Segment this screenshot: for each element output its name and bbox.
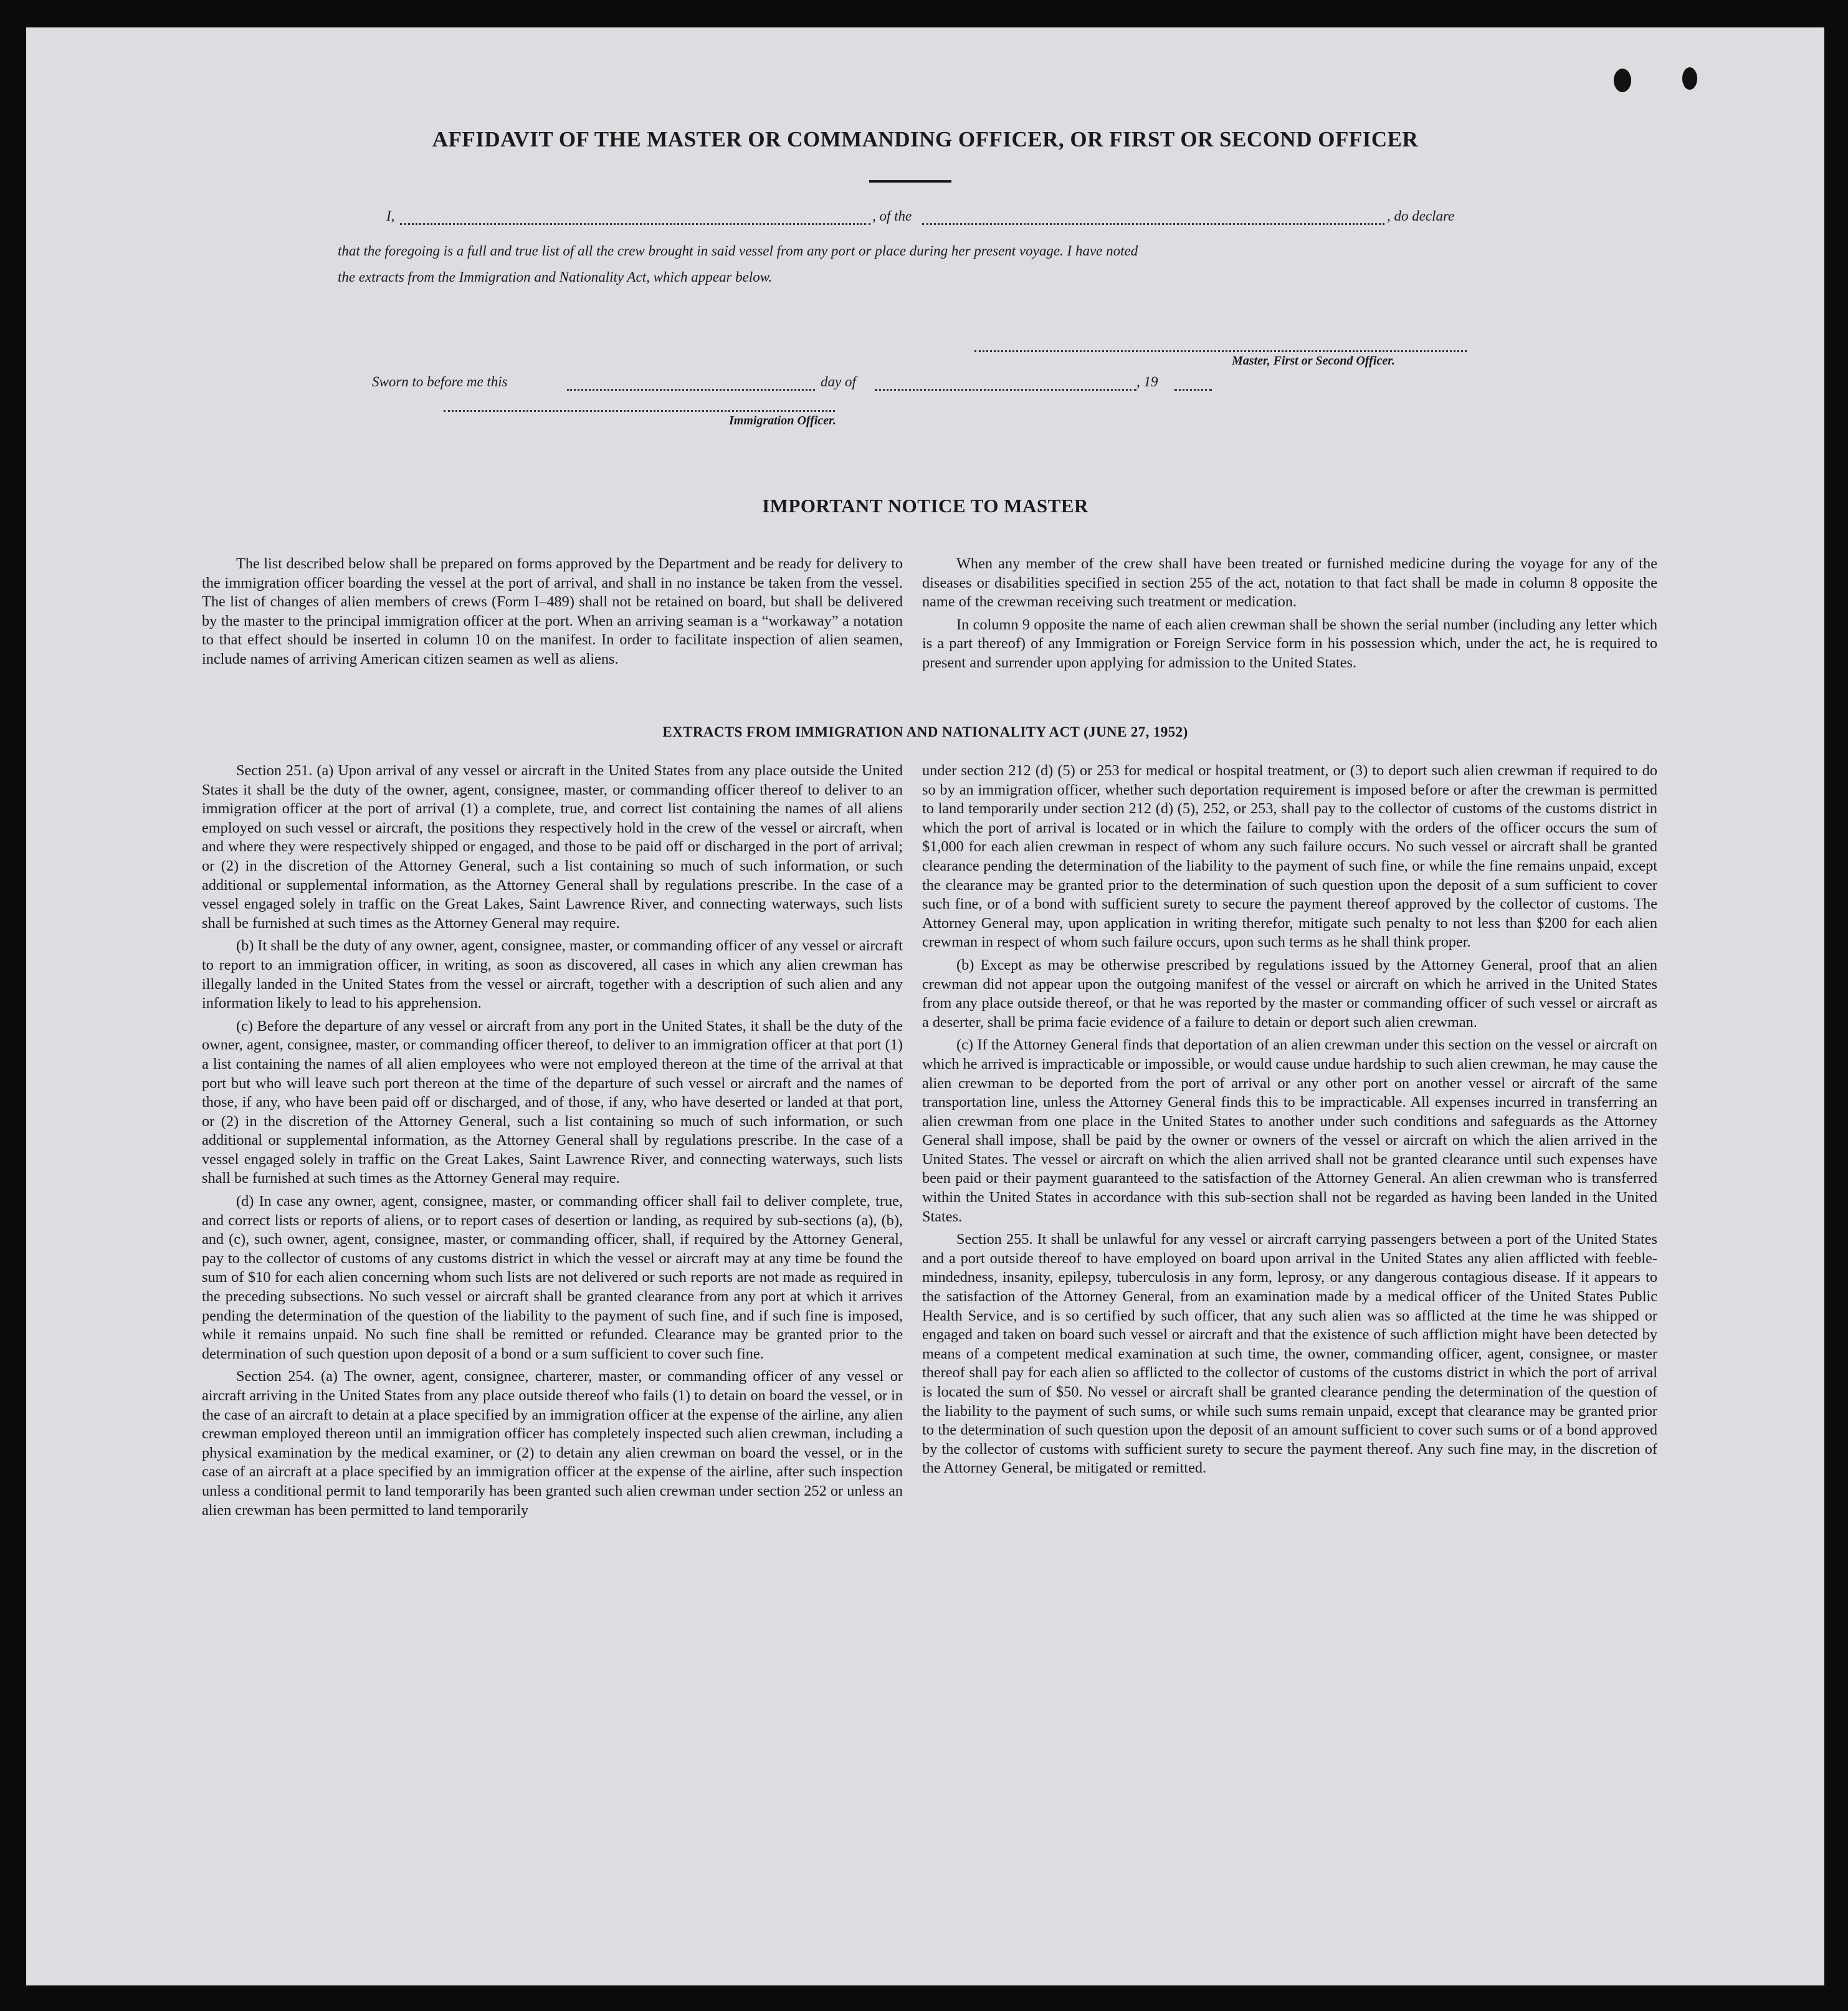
name-blank: [400, 223, 870, 225]
notice-left-paragraph: The list described below shall be prepared on forms approved by the Department and be ready for delivery to the immigration officer boarding the vessel at the port of arrival, and shall in no instance be taken from the vessel. The list of changes of alien members of crews (Form I–489) shall not be retained on board, but shall be delivered by the master to the principal immigration officer at the port. When an arriving seaman is a “workaway” a notation to that effect should be inserted in column 10 on the manifest. In order to facilitate inspection of alien seamen, include names of arriving American citizen seamen as well as aliens.: [202, 555, 903, 667]
sworn-day-blank: [567, 389, 815, 391]
line-i-label: I,: [386, 208, 395, 224]
section-251-a: Section 251. (a) Upon arrival of any vessel or aircraft in the United States from any place outside the United States it shall be the duty of the owner, agent, consignee, master, or commanding officer thereof to deliver to an immigration officer at the port of arrival (1) a complete, true, and correct list containing the names of all aliens employed on such vessel or aircraft, the positions they respectively hold in the crew of the vessel or aircraft, when and where they were respectively shipped or engaged, and those to be paid off or discharged in the port of arrival; or (2) in the discretion of the Attorney General, such a list containing so much of such information, or such additional or supplemental information, as the Attorney General shall by regulations prescribe. In the case of a vessel engaged solely in traffic on the Great Lakes, Saint Lawrence River, and connecting waterways, such lists shall be furnished at such times as the Attorney General may require.: [202, 762, 903, 932]
punch-hole-mark: [1682, 67, 1697, 90]
section-251-d: (d) In case any owner, agent, consignee, master, or commanding officer shall fail to deliver complete, true, and correct lists or reports of aliens, or to report cases of desertion or landing, as required by sub-sections (a), (b), and (c), such owner, agent, consignee, master, or commanding officer, shall, if required by the Attorney General, pay to the collector of customs of any customs district in which the vessel or aircraft may at any time be found the sum of $10 for each alien concerning whom such lists are not delivered or such reports are not made as required in the preceding subsections. No such vessel or aircraft shall be granted clearance from any port at which it arrives pending the determination of the question of the liability to the payment of such fine, and if such fine is imposed, while it remains unpaid. No such fine shall be remitted or refunded. Clearance may be granted prior to the determination of such question upon deposit of a bond or a sum sufficient to cover such fine.: [202, 1193, 903, 1362]
vessel-blank: [922, 223, 1384, 225]
declaration-text: [338, 238, 1509, 290]
officer-caption: Immigration Officer.: [729, 414, 836, 428]
extracts-right-column: [922, 762, 1657, 1482]
extracts-left-column: [202, 762, 903, 1524]
notice-left-column: [202, 555, 903, 673]
section-254-a-continued: under section 212 (d) (5) or 253 for medical or hospital treatment, or (3) to deport such alien crewman if required to do so by an immigration officer, whether such deportation requirement is imposed before or after the crewman is permitted to land temporarily under section 212 (d) (5), 252, or 253, shall pay to the collector of customs of the customs district in which the port of arrival is located or in which the failure to comply with the orders of the officer occurs the sum of $1,000 for each alien crewman in respect of whom any such failure occurs. No such vessel or aircraft shall be granted clearance pending the determination of the liability to the payment of such fine, or while the fine remains unpaid, except the clearance may be granted prior to the determination of such question upon the deposit of a sum sufficient to cover such fine, or of a bond with sufficient surety to secure the payment thereof approved by the collector of customs. The Attorney General may, upon application in writing therefor, mitigate such penalty to not less than $200 for each alien crewman in respect of whom such failure occurs, upon such terms as he shall think proper.: [922, 762, 1657, 951]
notice-right-paragraph-1: When any member of the crew shall have been treated or furnished medicine during the voyage for any of the diseases or disabilities specified in section 255 of the act, notation to that fact shall be made in column 8 opposite the name of the crewman receiving such treatment or medication.: [922, 555, 1657, 611]
affidavit-title: AFFIDAVIT OF THE MASTER OR COMMANDING OFFICER, OR FIRST OR SECOND OFFICER: [432, 127, 1419, 151]
line-do-declare-label: , do declare: [1387, 208, 1455, 224]
declaration-line-2: the extracts from the Immigration and Nationality Act, which appear below.: [338, 269, 773, 285]
extracts-title: EXTRACTS FROM IMMIGRATION AND NATIONALITY ACT (JUNE 27, 1952): [662, 724, 1188, 740]
section-254-b: (b) Except as may be otherwise prescribed by regulations issued by the Attorney General, proof that an alien crewman did not appear upon the outgoing manifest of the vessel or aircraft on which he arrived in the United States from any place outside thereof, or that he was reported by the master or commanding officer of such vessel or aircraft as a deserter, shall be prima facie evidence of a failure to detain or deport such alien crewman.: [922, 956, 1657, 1031]
sworn-year-blank: [1174, 389, 1212, 391]
master-signature-line: [974, 350, 1467, 352]
sworn-month-blank: [875, 389, 1136, 391]
title-divider: [869, 180, 951, 183]
document-page: [26, 27, 1824, 1985]
sworn-day-of-label: day of: [821, 374, 856, 389]
section-251-c: (c) Before the departure of any vessel or aircraft from any port in the United States, it shall be the duty of the owner, agent, consignee, master, or commanding officer thereof, to deliver to an immigration officer at that port (1) a list containing the names of all alien employees who were not employed thereon at the time of the arrival at that port but who will leave such port thereon at the time of the departure of such vessel or aircraft and the names of those, if any, who have been paid off or discharged, and of those, if any, who have deserted or landed at that port, or (2) in the discretion of the Attorney General, such a list containing so much of such information, or such additional or supplemental information, as the Attorney General shall by regulations prescribe. In the case of a vessel engaged solely in traffic on the Great Lakes, Saint Lawrence River, and connecting waterways, such lists shall be furnished at such times as the Attorney General may require.: [202, 1017, 903, 1187]
sworn-year-label: , 19: [1136, 374, 1158, 389]
section-254-c: (c) If the Attorney General finds that deportation of an alien crewman under this section on the vessel or aircraft on which he arrived is impracticable or impossible, or would cause undue hardship to such alien crewman, he may cause the alien crewman to be deported from the port of arrival or any other port on another vessel or aircraft of the same transportation line, unless the Attorney General finds this to be impracticable. All expenses incurred in transferring an alien crewman from one place in the United States to another under such conditions and safeguards as the Attorney General shall impose, shall be paid by the owner or owners of the vessel or aircraft on which the alien arrived in the United States. The vessel or aircraft on which the alien arrived shall not be granted clearance until such expenses have been paid or their payment guaranteed to the satisfaction of the Attorney General. An alien crewman who is transferred within the United States in accordance with this sub-section shall not be regarded as having been landed in the United States.: [922, 1036, 1657, 1225]
notice-title: IMPORTANT NOTICE TO MASTER: [762, 495, 1088, 517]
declaration-line: [26, 208, 1824, 233]
notice-right-column: [922, 555, 1657, 677]
sworn-prefix: Sworn to before me this: [372, 374, 508, 389]
section-254-a: Section 254. (a) The owner, agent, consignee, charterer, master, or commanding officer of any vessel or aircraft arriving in the United States from any place outside thereof who fails (1) to detain on board the vessel, or in the case of an aircraft to detain at a place specified by an immigration officer at the expense of the airline, any alien crewman employed thereon until an immigration officer has completely inspected such alien crewman, including a physical examination by the medical examiner, or (2) to detain any alien crewman on board the vessel, or in the case of an aircraft at a place specified by an immigration officer at the expense of the airline, after such inspection unless a conditional permit to land temporarily has been granted such alien crewman under section 252 or unless an alien crewman has been permitted to land temporarily: [202, 1368, 903, 1519]
master-caption: Master, First or Second Officer.: [1232, 354, 1395, 368]
section-251-b: (b) It shall be the duty of any owner, agent, consignee, master, or commanding officer of any vessel or aircraft to report to an immigration officer, in writing, as soon as discovered, all cases in which any alien crewman has illegally landed in the United States from the vessel or aircraft, together with a description of such alien and any information likely to lead to his apprehension.: [202, 937, 903, 1012]
sworn-line: [26, 374, 1824, 399]
notice-right-paragraph-2: In column 9 opposite the name of each alien crewman shall be shown the serial number (including any letter which is a part thereof) of any Immigration or Foreign Service form in his possession which, under the act, he is required to present and surrender upon applying for admission to the United States.: [922, 616, 1657, 671]
line-of-the-label: , of the: [872, 208, 912, 224]
declaration-line-1: that the foregoing is a full and true list of all the crew brought in said vessel from any port or place during her present voyage. I have noted: [338, 243, 1138, 259]
officer-signature-line: [444, 410, 835, 412]
section-255: Section 255. It shall be unlawful for any vessel or aircraft carrying passengers between a port of the United States and a port outside thereof to have employed on board upon arrival in the United States any alien afflicted with feeble-mindedness, insanity, epilepsy, tuberculosis in any form, leprosy, or any dangerous contagious disease. If it appears to the satisfaction of the Attorney General, from an examination made by a medical officer of the United States Public Health Service, and is so certified by such officer, that any such alien was so afflicted at the time he was shipped or engaged and taken on board such vessel or aircraft and that the existence of such affliction might have been detected by means of a competent medical examination at such time, the owner, commanding officer, agent, consignee, or master thereof shall pay for each alien so afflicted to the collector of customs of the customs district in which the port of arrival is located the sum of $50. No vessel or aircraft shall be granted clearance pending the determination of the question of the liability to the payment of such sums, or while such sums remain unpaid, except that clearance may be granted prior to the determination of such question upon the deposit of an amount sufficient to cover such sums or of a bond approved by the collector of customs with sufficient surety to secure the payment thereof. Any such fine may, in the discretion of the Attorney General, be mitigated or remitted.: [922, 1231, 1657, 1477]
punch-hole-mark: [1614, 69, 1631, 92]
